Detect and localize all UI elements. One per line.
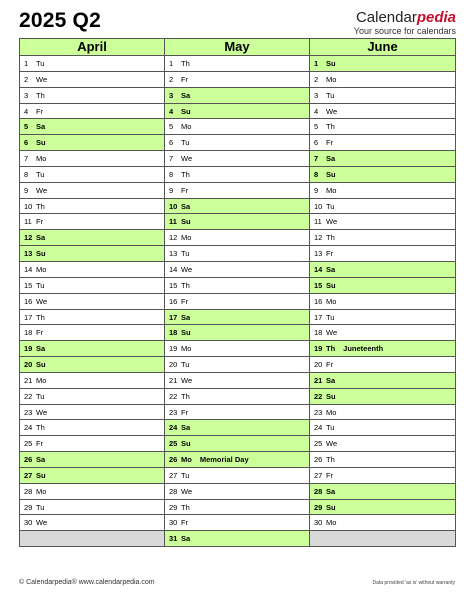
weekday-label: We [326, 439, 338, 449]
weekday-label: We [36, 518, 48, 528]
day-number: 17 [24, 312, 33, 322]
day-cell[interactable] [165, 484, 309, 500]
day-number: 30 [169, 518, 178, 528]
weekday-label: Mo [326, 296, 337, 306]
weekday-label: Fr [181, 407, 189, 417]
day-cell[interactable] [20, 500, 164, 516]
day-cell[interactable] [20, 405, 164, 421]
day-number: 24 [169, 423, 178, 433]
day-cell[interactable] [20, 88, 164, 104]
weekday-label: Sa [326, 486, 336, 496]
day-number: 29 [314, 502, 323, 512]
weekday-label: We [326, 328, 338, 338]
weekday-label: We [181, 154, 193, 164]
day-cell[interactable] [20, 167, 164, 183]
day-cell[interactable] [20, 452, 164, 468]
day-number: 17 [169, 312, 178, 322]
weekday-label: Tu [326, 312, 335, 322]
day-cell[interactable] [165, 135, 309, 151]
brand-name-accent: pedia [416, 9, 456, 26]
brand-name [354, 9, 456, 26]
day-number: 8 [314, 169, 319, 179]
weekday-label: We [181, 375, 193, 385]
day-cell[interactable] [20, 468, 164, 484]
weekday-label: Mo [36, 154, 47, 164]
weekday-label: Sa [181, 423, 191, 433]
day-cell[interactable] [20, 484, 164, 500]
day-number: 24 [314, 423, 323, 433]
weekday-label: Fr [181, 185, 189, 195]
day-number: 7 [169, 154, 174, 164]
weekday-label: Sa [181, 312, 191, 322]
weekday-label: Tu [326, 423, 335, 433]
weekday-label: Tu [181, 249, 190, 259]
day-number: 11 [169, 217, 177, 227]
weekday-label: Mo [36, 486, 47, 496]
day-number: 23 [24, 407, 33, 417]
weekday-label: Mo [326, 407, 337, 417]
day-number: 27 [314, 470, 323, 480]
day-cell[interactable] [165, 373, 309, 389]
day-number: 11 [314, 217, 322, 227]
weekday-label: Sa [181, 90, 191, 100]
holiday-label: Memorial Day [199, 455, 249, 465]
weekday-label: Th [326, 344, 336, 354]
month-column-june [310, 39, 456, 547]
day-number: 2 [169, 74, 174, 84]
day-cell[interactable] [310, 405, 455, 421]
day-number: 3 [169, 90, 174, 100]
weekday-label: Su [326, 280, 336, 290]
day-cell[interactable] [310, 468, 455, 484]
day-number: 14 [169, 264, 178, 274]
weekday-label: Sa [36, 455, 46, 465]
day-number: 26 [24, 455, 33, 465]
month-header: June [310, 39, 455, 56]
day-number: 10 [314, 201, 323, 211]
day-number: 22 [24, 391, 33, 401]
day-cell[interactable] [165, 452, 309, 468]
weekday-label: Su [326, 169, 336, 179]
day-cell[interactable] [310, 183, 455, 199]
day-number: 3 [314, 90, 319, 100]
day-number: 30 [24, 518, 33, 528]
day-number: 21 [169, 375, 178, 385]
day-cell[interactable] [165, 199, 309, 215]
day-cell[interactable] [310, 420, 455, 436]
weekday-label: We [326, 106, 338, 116]
day-cell[interactable] [165, 294, 309, 310]
empty-day-cell [20, 531, 164, 547]
day-number: 15 [24, 280, 33, 290]
day-cell[interactable] [165, 119, 309, 135]
day-cell[interactable] [20, 135, 164, 151]
weekday-label: Mo [181, 122, 192, 132]
day-cell[interactable] [165, 167, 309, 183]
day-number: 1 [314, 59, 319, 68]
day-cell[interactable] [20, 325, 164, 341]
weekday-label: Su [36, 470, 46, 480]
day-number: 29 [169, 502, 178, 512]
day-cell[interactable] [20, 294, 164, 310]
day-cell[interactable] [310, 262, 455, 278]
day-cell[interactable] [165, 88, 309, 104]
day-cell[interactable] [20, 389, 164, 405]
day-number: 30 [314, 518, 323, 528]
day-cell[interactable] [165, 515, 309, 531]
day-number: 7 [314, 154, 319, 164]
day-cell[interactable] [165, 468, 309, 484]
footer-disclaimer: Data provided 'as is' without warranty [372, 580, 455, 586]
holiday-label: Juneteenth [343, 344, 384, 354]
weekday-label: Mo [181, 233, 192, 243]
day-number: 26 [314, 455, 323, 465]
day-cell[interactable] [310, 436, 455, 452]
weekday-label: Sa [181, 534, 191, 544]
day-number: 19 [314, 344, 323, 354]
day-number: 9 [24, 185, 29, 195]
day-cell[interactable] [310, 135, 455, 151]
weekday-label: Sa [326, 264, 336, 274]
weekday-label: Mo [181, 344, 192, 354]
weekday-label: Su [36, 138, 46, 148]
day-number: 28 [24, 486, 33, 496]
weekday-label: Tu [36, 59, 45, 68]
month-column-may [165, 39, 310, 547]
weekday-label: Th [36, 312, 45, 322]
weekday-label: Mo [326, 518, 337, 528]
weekday-label: Th [181, 391, 190, 401]
day-cell[interactable] [310, 230, 455, 246]
month-header: May [165, 39, 309, 56]
day-cell[interactable] [310, 341, 455, 357]
day-number: 11 [24, 217, 32, 227]
weekday-label: Fr [181, 296, 189, 306]
day-cell[interactable] [165, 357, 309, 373]
weekday-label: We [36, 296, 48, 306]
day-number: 9 [169, 185, 174, 195]
day-number: 4 [314, 106, 319, 116]
day-cell[interactable] [20, 373, 164, 389]
empty-day-cell [310, 531, 455, 547]
weekday-label: Fr [36, 106, 44, 116]
day-cell[interactable] [310, 325, 455, 341]
weekday-label: Fr [326, 138, 334, 148]
day-number: 21 [24, 375, 33, 385]
day-cell[interactable] [310, 389, 455, 405]
weekday-label: Su [181, 106, 191, 116]
day-number: 10 [169, 201, 178, 211]
weekday-label: Fr [326, 360, 334, 370]
day-number: 27 [169, 470, 178, 480]
day-cell[interactable] [20, 515, 164, 531]
weekday-label: Su [326, 59, 336, 68]
day-cell[interactable] [310, 119, 455, 135]
weekday-label: Th [36, 201, 45, 211]
day-cell[interactable] [165, 341, 309, 357]
weekday-label: Th [36, 423, 45, 433]
weekday-label: Th [36, 90, 45, 100]
day-number: 8 [169, 169, 174, 179]
day-cell[interactable] [310, 151, 455, 167]
day-cell[interactable] [20, 310, 164, 326]
day-number: 6 [169, 138, 174, 148]
day-cell[interactable] [165, 389, 309, 405]
day-number: 25 [314, 439, 323, 449]
day-cell[interactable] [165, 278, 309, 294]
day-cell[interactable] [20, 357, 164, 373]
day-number: 6 [24, 138, 29, 148]
day-cell[interactable] [20, 104, 164, 120]
day-number: 4 [24, 106, 29, 116]
day-cell[interactable] [20, 278, 164, 294]
weekday-label: Tu [181, 470, 190, 480]
day-cell[interactable] [165, 214, 309, 230]
day-number: 23 [169, 407, 178, 417]
day-cell[interactable] [20, 246, 164, 262]
day-number: 20 [24, 360, 33, 370]
weekday-label: Tu [36, 169, 45, 179]
day-number: 12 [314, 233, 323, 243]
day-number: 22 [314, 391, 323, 401]
day-cell[interactable] [20, 230, 164, 246]
day-cell[interactable] [165, 531, 309, 547]
weekday-label: Mo [36, 375, 47, 385]
weekday-label: Su [181, 328, 191, 338]
day-cell[interactable] [310, 500, 455, 516]
weekday-label: Su [36, 360, 46, 370]
day-number: 15 [169, 280, 178, 290]
day-number: 18 [24, 328, 33, 338]
day-number: 20 [314, 360, 323, 370]
day-cell[interactable] [20, 151, 164, 167]
day-number: 12 [24, 233, 33, 243]
weekday-label: Th [181, 280, 190, 290]
day-cell[interactable] [310, 294, 455, 310]
day-cell[interactable] [20, 199, 164, 215]
day-number: 28 [169, 486, 178, 496]
footer-copyright: © Calendarpedia® www.calendarpedia.com [19, 579, 155, 586]
day-cell[interactable] [165, 310, 309, 326]
day-number: 5 [314, 122, 319, 132]
weekday-label: Su [36, 249, 46, 259]
weekday-label: Fr [326, 249, 334, 259]
day-cell[interactable] [310, 278, 455, 294]
day-number: 16 [24, 296, 33, 306]
day-cell[interactable] [310, 373, 455, 389]
brand-logo[interactable] [354, 9, 456, 36]
day-cell[interactable] [165, 104, 309, 120]
weekday-label: We [326, 217, 338, 227]
day-number: 17 [314, 312, 323, 322]
weekday-label: Fr [181, 74, 189, 84]
weekday-label: We [181, 264, 193, 274]
day-cell[interactable] [165, 500, 309, 516]
day-number: 13 [169, 249, 178, 259]
day-number: 18 [314, 328, 323, 338]
day-number: 6 [314, 138, 319, 148]
month-column-april [20, 39, 165, 547]
day-number: 16 [169, 296, 178, 306]
weekday-label: Th [326, 122, 335, 132]
day-number: 22 [169, 391, 178, 401]
day-cell[interactable] [310, 214, 455, 230]
day-number: 1 [169, 59, 174, 68]
weekday-label: Mo [181, 455, 192, 465]
day-cell[interactable] [165, 151, 309, 167]
day-number: 28 [314, 486, 323, 496]
weekday-label: Th [326, 455, 335, 465]
day-number: 29 [24, 502, 33, 512]
weekday-label: Mo [326, 185, 337, 195]
weekday-label: Tu [326, 90, 335, 100]
day-number: 7 [24, 154, 29, 164]
weekday-label: Fr [36, 439, 44, 449]
day-number: 13 [24, 249, 33, 259]
day-number: 12 [169, 233, 178, 243]
day-cell[interactable] [165, 230, 309, 246]
weekday-label: Mo [326, 74, 337, 84]
day-number: 25 [169, 439, 178, 449]
day-number: 8 [24, 169, 29, 179]
day-number: 15 [314, 280, 323, 290]
weekday-label: Tu [326, 201, 335, 211]
weekday-label: Th [326, 233, 335, 243]
weekday-label: We [181, 486, 193, 496]
day-cell[interactable] [165, 325, 309, 341]
day-cell[interactable] [310, 104, 455, 120]
day-cell[interactable] [20, 420, 164, 436]
weekday-label: Fr [181, 518, 189, 528]
day-cell[interactable] [20, 119, 164, 135]
month-header: April [20, 39, 164, 56]
weekday-label: Sa [181, 201, 191, 211]
weekday-label: Tu [181, 360, 190, 370]
day-cell[interactable] [310, 167, 455, 183]
day-number: 1 [24, 59, 29, 68]
day-number: 5 [24, 122, 29, 132]
weekday-label: Su [326, 502, 336, 512]
day-cell[interactable] [310, 199, 455, 215]
day-number: 19 [24, 344, 33, 354]
day-cell[interactable] [310, 56, 455, 72]
weekday-label: Fr [326, 470, 334, 480]
day-cell[interactable] [20, 72, 164, 88]
day-number: 31 [169, 534, 178, 544]
day-number: 13 [314, 249, 323, 259]
day-cell[interactable] [165, 56, 309, 72]
day-cell[interactable] [20, 436, 164, 452]
weekday-label: Sa [36, 122, 46, 132]
day-number: 26 [169, 455, 178, 465]
weekday-label: We [36, 407, 48, 417]
day-cell[interactable] [165, 72, 309, 88]
day-cell[interactable] [310, 357, 455, 373]
day-cell[interactable] [165, 183, 309, 199]
day-number: 25 [24, 439, 33, 449]
day-number: 2 [24, 74, 29, 84]
weekday-label: Fr [36, 217, 44, 227]
weekday-label: Su [326, 391, 336, 401]
day-cell[interactable] [20, 341, 164, 357]
day-cell[interactable] [20, 214, 164, 230]
day-cell[interactable] [310, 246, 455, 262]
day-cell[interactable] [165, 405, 309, 421]
day-cell[interactable] [165, 246, 309, 262]
day-cell[interactable] [165, 436, 309, 452]
day-number: 14 [24, 264, 33, 274]
day-cell[interactable] [165, 420, 309, 436]
weekday-label: Sa [36, 233, 46, 243]
calendar-grid [19, 38, 456, 547]
weekday-label: Sa [326, 375, 336, 385]
day-cell[interactable] [310, 88, 455, 104]
day-number: 4 [169, 106, 174, 116]
day-number: 16 [314, 296, 323, 306]
weekday-label: Sa [326, 154, 336, 164]
day-number: 21 [314, 375, 323, 385]
weekday-label: Fr [36, 328, 44, 338]
weekday-label: Sa [36, 344, 46, 354]
day-number: 18 [169, 328, 178, 338]
day-cell[interactable] [310, 484, 455, 500]
weekday-label: We [36, 185, 48, 195]
weekday-label: Th [181, 59, 190, 68]
day-number: 24 [24, 423, 33, 433]
day-cell[interactable] [20, 183, 164, 199]
day-cell[interactable] [165, 262, 309, 278]
day-cell[interactable] [20, 56, 164, 72]
day-number: 3 [24, 90, 29, 100]
day-cell[interactable] [20, 262, 164, 278]
day-number: 10 [24, 201, 33, 211]
day-number: 19 [169, 344, 178, 354]
weekday-label: Tu [36, 391, 45, 401]
day-number: 9 [314, 185, 319, 195]
day-cell[interactable] [310, 452, 455, 468]
weekday-label: Mo [36, 264, 47, 274]
day-number: 14 [314, 264, 323, 274]
day-cell[interactable] [310, 72, 455, 88]
weekday-label: We [36, 74, 48, 84]
day-number: 2 [314, 74, 319, 84]
brand-name-main: Calendar [355, 9, 417, 26]
weekday-label: Tu [181, 138, 190, 148]
weekday-label: Th [181, 502, 190, 512]
day-cell[interactable] [310, 310, 455, 326]
day-number: 27 [24, 470, 33, 480]
weekday-label: Tu [36, 280, 45, 290]
day-number: 23 [314, 407, 323, 417]
day-number: 20 [169, 360, 178, 370]
brand-tagline: Your source for calendars [353, 26, 456, 36]
page-title: 2025 Q2 [19, 9, 101, 32]
weekday-label: Th [181, 169, 190, 179]
day-number: 5 [169, 122, 174, 132]
weekday-label: Tu [36, 502, 45, 512]
weekday-label: Su [181, 439, 191, 449]
day-cell[interactable] [310, 515, 455, 531]
weekday-label: Su [181, 217, 191, 227]
